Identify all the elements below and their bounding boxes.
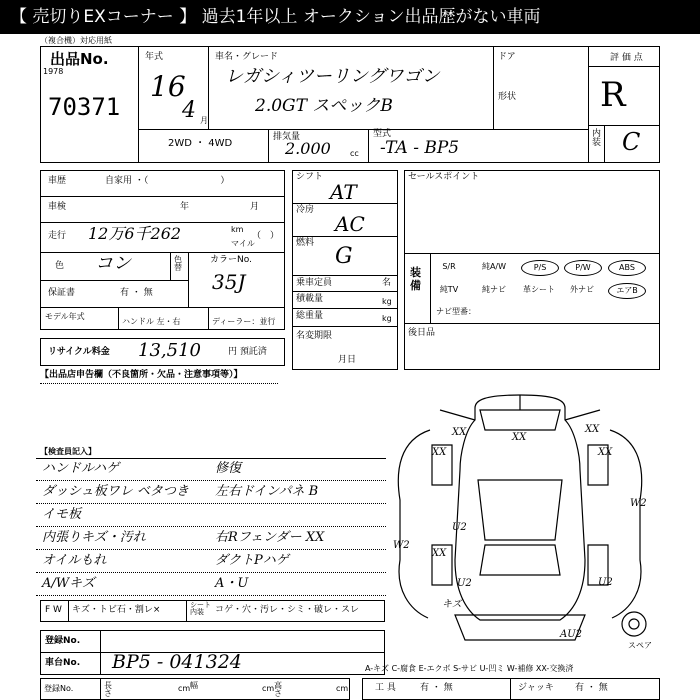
car-name-line1: レガシィツーリングワゴン <box>225 66 440 87</box>
damage-mark: XX <box>585 424 600 435</box>
inspector-note-left: オイルもれ <box>42 553 107 568</box>
equipment-item: P/S <box>521 260 559 276</box>
grade-value: R <box>600 75 626 115</box>
lot-label: 出品No. <box>50 50 109 68</box>
lot-number: 70371 <box>48 93 121 121</box>
drive-options: 2WD ・ 4WD <box>168 138 233 149</box>
equipment-item: ABS <box>608 260 646 276</box>
displacement-value: 2.000 <box>285 139 331 158</box>
lot-stamp: 1978 <box>43 67 64 76</box>
equipment-item: S/R <box>442 262 456 271</box>
damage-mark: U2 <box>457 578 472 589</box>
inspector-note-right: 右Rフェンダー XX <box>215 530 325 545</box>
color-value: コン <box>95 253 131 274</box>
model-year-value: 16 <box>150 70 186 103</box>
equipment-item: 革シート <box>523 285 555 294</box>
inspector-note-left: A/Wキズ <box>42 576 95 591</box>
recycle-value: 13,510 <box>138 340 201 361</box>
seller-declaration-label: 【出品店申告欄（不良箇所・欠品・注意事項等）】 <box>40 370 243 380</box>
damage-mark: XX <box>598 447 613 458</box>
header-fragment: （複合機）対応用紙 <box>40 36 112 45</box>
model-type-value: -TA - BP5 <box>380 138 460 158</box>
shift-value: AT <box>330 180 357 204</box>
inspector-note-right: 修復 <box>215 461 242 476</box>
displacement-label: 排気量 <box>273 132 301 142</box>
damage-mark: XX <box>452 427 467 438</box>
equipment-item: エアB <box>608 283 646 299</box>
grade-label: 評 価 点 <box>610 53 643 63</box>
inspector-note-left: イモ板 <box>42 507 82 522</box>
fuel-value: G <box>335 244 353 269</box>
tools-row <box>362 678 660 700</box>
damage-mark: XX <box>432 548 447 559</box>
mileage-value: 12万6千262 <box>88 224 182 243</box>
car-name-line2: 2.0GT スペックB <box>255 96 393 116</box>
inspector-note-left: 内張りキズ・汚れ <box>42 530 146 545</box>
damage-mark: キズ <box>442 599 462 610</box>
inspector-label: 【検査員記入】 <box>40 447 96 456</box>
spare-label: スペア <box>628 641 652 650</box>
shape-label: 形状 <box>498 92 517 102</box>
inspector-note-right: ダクトPハゲ <box>215 553 289 568</box>
sales-point-label: セールスポイント <box>408 172 480 182</box>
car-outline <box>398 395 646 640</box>
damage-mark: AU2 <box>560 629 583 640</box>
model-month-value: 4 <box>182 98 196 123</box>
equipment-item: P/W <box>564 260 602 276</box>
color-number: 35J <box>212 270 246 294</box>
damage-mark: U2 <box>598 577 613 588</box>
equipment-item: 純ナビ <box>482 285 506 294</box>
inspector-note-left: ダッシュ板ワレ ベタつき <box>42 484 189 499</box>
model-type-label: 型式 <box>373 129 392 139</box>
model-year-label: 年式 <box>145 52 164 62</box>
equipment-item: 純A/W <box>481 262 507 271</box>
equipment-item: 外ナビ <box>570 285 594 294</box>
damage-legend: A-キズ C-腐食 E-エクボ S-サビ U-凹ミ W-補修 XX-交換済 <box>365 664 574 673</box>
chassis-number: BP5 - 041324 <box>112 651 242 673</box>
damage-mark: XX <box>512 432 527 443</box>
car-name-label: 車名・グレード <box>215 52 279 62</box>
damage-mark: W2 <box>630 498 647 509</box>
top-banner: 【 売切りEXコーナー 】 過去1年以上 オークション出品歴がない車両 <box>0 0 700 34</box>
inspector-note-right: A・U <box>215 576 249 591</box>
aircon-value: AC <box>335 212 365 236</box>
damage-mark: U2 <box>452 522 467 533</box>
equipment-item: 純TV <box>439 285 459 294</box>
inspector-note-right: 左右ドインパネ B <box>215 484 319 499</box>
interior-label: 内装 <box>592 129 602 148</box>
inspector-note-left: ハンドルハゲ <box>42 461 120 476</box>
damage-mark: W2 <box>393 540 410 551</box>
door-label: ドア <box>498 52 516 62</box>
interior-value: C <box>622 128 641 156</box>
vehicle-info-block <box>40 170 285 330</box>
damage-mark: XX <box>432 447 447 458</box>
notes-after-label: 後日品 <box>408 328 436 338</box>
